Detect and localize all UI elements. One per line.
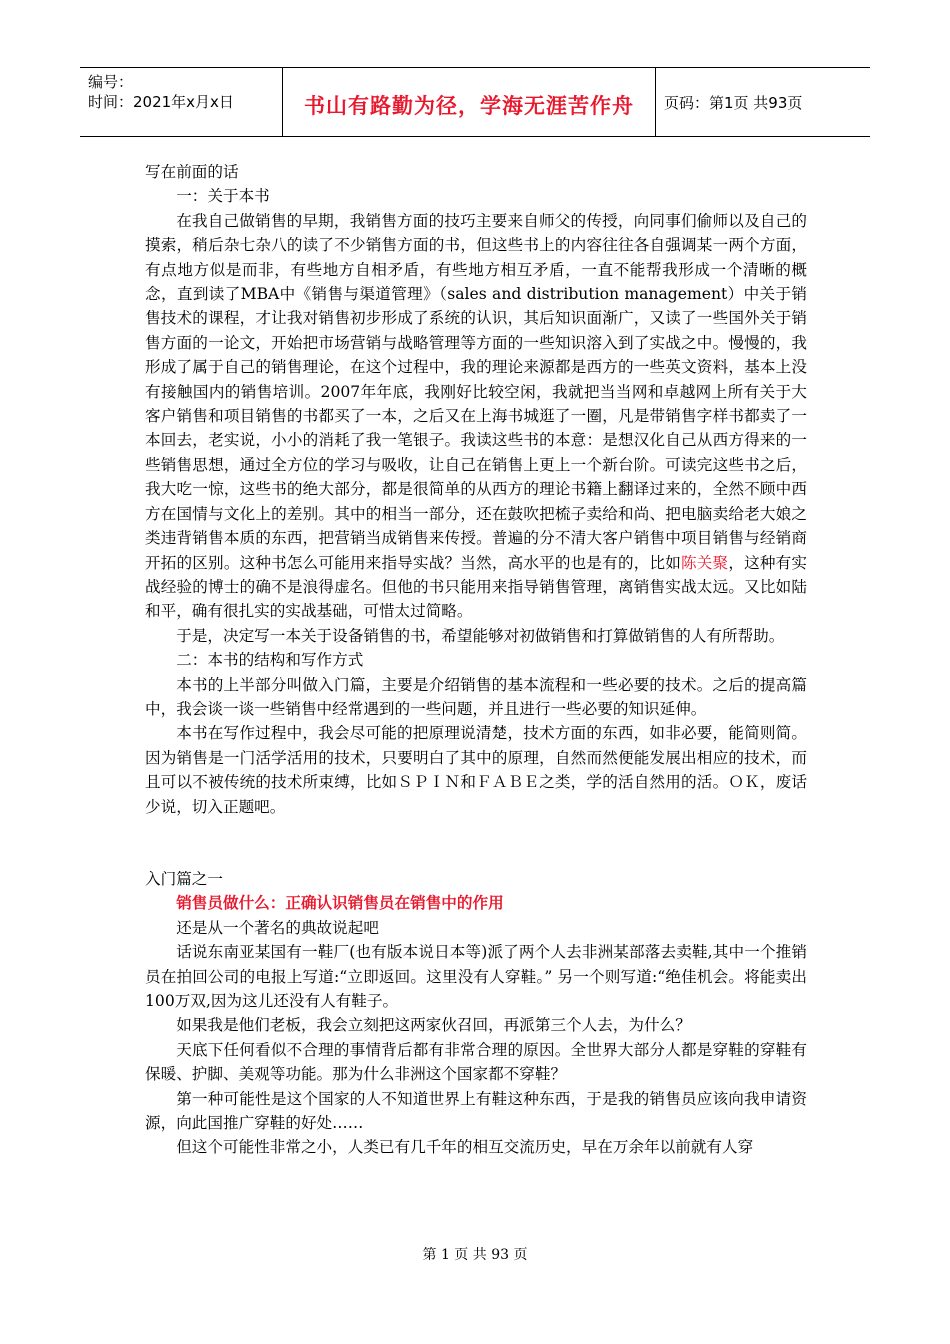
preface-title: 写在前面的话 — [145, 163, 239, 181]
paragraph-8: 天底下任何看似不合理的事情背后都有非常合理的原因。全世界大部分人都是穿鞋的穿鞋有保暖、护脚、美观等功能。那为什么非洲这个国家都不穿鞋？ — [145, 1040, 807, 1084]
header-motto: 书山有路勤为径，学海无涯苦作舟 — [283, 68, 656, 136]
chapter-label: 入门篇之一 — [145, 869, 223, 888]
section-heading-1: 一：关于本书 — [176, 187, 270, 206]
paragraph-9: 第一种可能性是这个国家的人不知道世界上有鞋这种东西，于是我的销售员应该向我申请资源，向此国推广穿鞋的好处…… — [145, 1089, 807, 1133]
header-meta — [80, 68, 283, 136]
doc-time-label: 时间：2021年x月x日 — [88, 93, 234, 111]
header-page-label: 页码：第1页 共93页 — [664, 93, 803, 112]
paragraph-1-text-a: 在我自己做销售的早期，我销售方面的技巧主要来自师父的传授，向同事们偷师以及自己的摸索，稍后杂七杂八的读了不少销售方面的书，但这些书上的内容往往各自强调某一两个方面，有点地方似是而非，有些地方自相矛盾，有些地方相互矛盾，一直不能帮我形成一个清晰的概念，直到读了MBA中《销售与渠道管理》（sales and distribution management）中关于销售技术的课程，才让我对销售初步形成了系统的认识，其后知识面渐广，又读了一些国外关于销售方面的一论文，开始把市场营销与战略管理等方面的一些知识溶入到了实战之中。慢慢的，我形成了属于自己的销售理论，在这个过程中，我的理论来源都是西方的一些英文资料，基本上没有接触国内的销售培训。2007年年底，我刚好比较空闲，我就把当当网和卓越网上所有关于大客户销售和项目销售的书都买了一本，之后又在上海书城逛了一圈，凡是带销售字样书都卖了一本回去，老实说，小小的消耗了我一笔银子。我读这些书的本意：是想汉化自己从西方得来的一些销售思想，通过全方位的学习与吸收，让自己在销售上更上一个新台阶。可读完这些书之后，我大吃一惊，这些书的绝大部分，都是很简单的从西方的理论书籍上翻译过来的，全然不顾中西方在国情与文化上的差别。其中的相当一部分，还在鼓吹把梳子卖给和尚、把电脑卖给老大娘之类违背销售本质的东西，把营销当成销售来传授。普遍的分不清大客户销售中项目销售与经销商开拓的区别。这种书怎么可能用来指导实战？当然，高水平的也是有的，比如 — [145, 211, 807, 572]
paragraph-1-text-b: ，这种有实战经验的博士的确不是浪得虚名。但他的书只能用来指导销售管理，离销售实战太远。又比如陆和平，确有很扎实的实战基础，可惜太过简略。 — [145, 553, 807, 621]
paragraph-10: 但这个可能性非常之小，人类已有几千年的相互交流历史，早在万余年以前就有人穿 — [176, 1138, 754, 1157]
spacer — [145, 819, 807, 867]
section-heading-2: 二：本书的结构和写作方式 — [176, 651, 364, 670]
document-body — [145, 160, 807, 1160]
paragraph-1 — [145, 209, 807, 624]
chapter-title: 销售员做什么：正确认识销售员在销售中的作用 — [176, 894, 504, 913]
paragraph-7: 如果我是他们老板，我会立刻把这两家伙召回，再派第三个人去，为什么？ — [176, 1016, 691, 1035]
paragraph-2: 于是，决定写一本关于设备销售的书，希望能够对初做销售和打算做销售的人有所帮助。 — [176, 626, 785, 645]
paragraph-5: 还是从一个著名的典故说起吧 — [176, 918, 379, 937]
paragraph-6: 话说东南亚某国有一鞋厂(也有版本说日本等)派了两个人去非洲某部落去卖鞋,其中一个推销员在拍回公司的电报上写道:“立即返回。这里没有人穿鞋。” 另一个则写道:“绝佳机会。将能卖出100万双,因为这儿还没有人有鞋子。 — [145, 943, 807, 1010]
paragraph-4: 本书在写作过程中，我会尽可能的把原理说清楚，技术方面的东西，如非必要，能简则简。因为销售是一门活学活用的技术，只要明白了其中的原理，自然而然便能发展出相应的技术，而且可以不被传统的技术所束缚，比如ＳＰＩＮ和ＦＡＢＥ之类，学的活自然用的活。ＯＫ，废话少说，切入正题吧。 — [145, 724, 807, 816]
page-header — [80, 67, 870, 137]
author-link: 陈关聚 — [681, 553, 729, 572]
page-footer: 第 1 页 共 93 页 — [422, 1247, 528, 1263]
paragraph-3: 本书的上半部分叫做入门篇，主要是介绍销售的基本流程和一些必要的技术。之后的提高篇中，我会谈一谈一些销售中经常遇到的一些问题，并且进行一些必要的知识延伸。 — [145, 675, 807, 718]
doc-number-label: 编号： — [88, 73, 134, 91]
